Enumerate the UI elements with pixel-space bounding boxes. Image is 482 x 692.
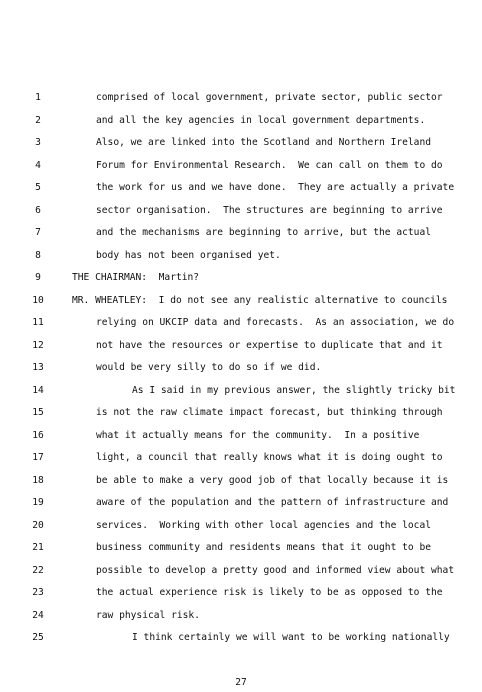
transcript-line bbox=[0, 178, 482, 198]
line-number: 13 bbox=[32, 362, 44, 373]
line-number: 12 bbox=[32, 339, 44, 351]
line-text: sector organisation. The structures are beginning to arrive bbox=[96, 204, 443, 216]
transcript-line bbox=[0, 133, 482, 153]
line-number: 3 bbox=[35, 137, 41, 148]
transcript-line bbox=[0, 223, 482, 243]
line-number: 11 bbox=[32, 317, 44, 328]
line-number: 25 bbox=[32, 632, 44, 643]
line-number: 8 bbox=[35, 249, 41, 261]
line-text: THE CHAIRMAN: Martin? bbox=[72, 272, 200, 283]
transcript-line bbox=[0, 516, 482, 536]
line-number: 22 bbox=[32, 564, 44, 576]
transcript-line bbox=[0, 426, 482, 446]
line-number: 19 bbox=[32, 497, 44, 508]
transcript-line bbox=[0, 403, 482, 423]
line-text: not have the resources or expertise to duplicate that and it bbox=[96, 339, 443, 351]
line-number: 5 bbox=[35, 182, 41, 193]
line-number: 21 bbox=[32, 542, 44, 553]
transcript-line bbox=[0, 111, 482, 131]
line-text: I think certainly we will want to be working nationally bbox=[132, 632, 450, 643]
line-number: 2 bbox=[35, 114, 41, 126]
line-text: business community and residents means that it ought to be bbox=[96, 542, 432, 553]
line-text: and the mechanisms are beginning to arrive, but the actual bbox=[96, 227, 432, 238]
page-number: 27 bbox=[235, 677, 247, 688]
line-text: what it actually means for the community. In a positive bbox=[96, 429, 420, 441]
line-text: aware of the population and the pattern of infrastructure and bbox=[96, 497, 449, 508]
line-text: services. Working with other local agencies and the local bbox=[96, 519, 432, 531]
line-text: and all the key agencies in local government departments. bbox=[96, 114, 426, 126]
line-text: would be very silly to do so if we did. bbox=[96, 362, 322, 373]
transcript-line bbox=[0, 493, 482, 513]
line-text: the work for us and we have done. They are actually a private bbox=[96, 182, 455, 193]
line-text: body has not been organised yet. bbox=[96, 249, 281, 261]
transcript-line bbox=[0, 358, 482, 378]
line-text: As I said in my previous answer, the slightly tricky bit bbox=[132, 384, 456, 396]
line-text: Forum for Environmental Research. We can call on them to do bbox=[96, 159, 443, 171]
line-text: the actual experience risk is likely to be as opposed to the bbox=[96, 587, 443, 598]
line-number: 10 bbox=[32, 294, 44, 306]
line-text: comprised of local government, private sector, public sector bbox=[96, 92, 443, 103]
transcript-line bbox=[0, 336, 482, 356]
line-text: MR. WHEATLEY: I do not see any realistic alternative to councils bbox=[72, 294, 448, 306]
line-text: raw physical risk. bbox=[96, 609, 200, 621]
line-number: 24 bbox=[32, 609, 44, 621]
transcript-line bbox=[0, 268, 482, 288]
line-number: 17 bbox=[32, 452, 44, 463]
line-text: light, a council that really knows what it is doing ought to bbox=[96, 452, 443, 463]
line-number: 20 bbox=[32, 519, 44, 531]
line-number: 7 bbox=[35, 227, 41, 238]
line-text: relying on UKCIP data and forecasts. As an association, we do bbox=[96, 317, 455, 328]
transcript-line bbox=[0, 291, 482, 311]
transcript-line bbox=[0, 583, 482, 603]
transcript-line bbox=[0, 471, 482, 491]
transcript-line bbox=[0, 381, 482, 401]
line-text: be able to make a very good job of that locally because it is bbox=[96, 474, 449, 486]
transcript-line bbox=[0, 156, 482, 176]
transcript-line bbox=[0, 628, 482, 648]
line-number: 6 bbox=[35, 204, 41, 216]
line-number: 1 bbox=[35, 92, 41, 103]
transcript-line bbox=[0, 88, 482, 108]
transcript-line bbox=[0, 561, 482, 581]
line-number: 14 bbox=[32, 384, 44, 396]
line-number: 18 bbox=[32, 474, 44, 486]
transcript-line bbox=[0, 606, 482, 626]
line-number: 16 bbox=[32, 429, 44, 441]
transcript-line bbox=[0, 313, 482, 333]
line-number: 9 bbox=[35, 272, 41, 283]
transcript-line bbox=[0, 538, 482, 558]
line-number: 23 bbox=[32, 587, 44, 598]
line-text: Also, we are linked into the Scotland and Northern Ireland bbox=[96, 137, 432, 148]
line-text: is not the raw climate impact forecast, but thinking through bbox=[96, 407, 443, 418]
transcript-line bbox=[0, 448, 482, 468]
transcript-line bbox=[0, 201, 482, 221]
line-number: 15 bbox=[32, 407, 44, 418]
line-number: 4 bbox=[35, 159, 41, 171]
line-text: possible to develop a pretty good and informed view about what bbox=[96, 564, 455, 576]
transcript-line bbox=[0, 246, 482, 266]
